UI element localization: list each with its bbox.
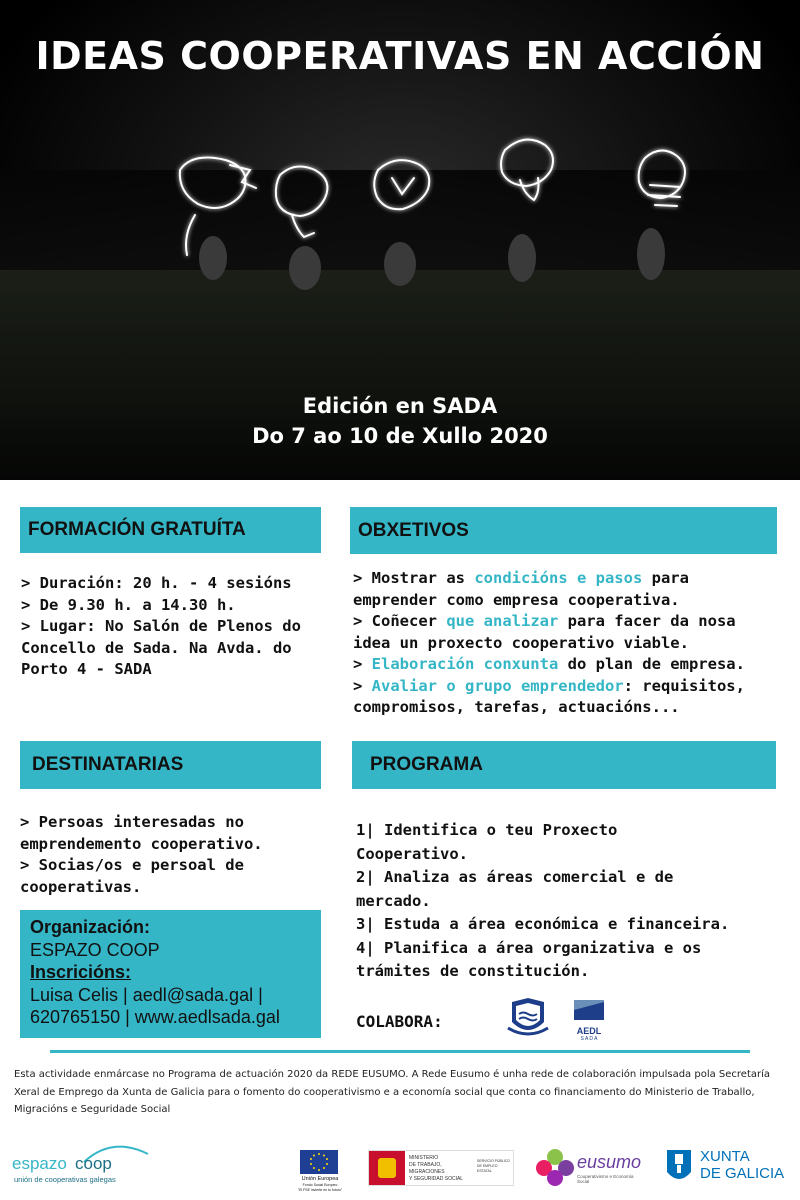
inscricions-label: Inscricións: — [30, 962, 132, 982]
aedl-mark-icon — [572, 998, 606, 1022]
sepe-text: SERVICIO PÚBLICO DE EMPLEO ESTATAL — [477, 1159, 511, 1173]
obxetivos-line — [353, 654, 793, 676]
eusumo-logo — [535, 1146, 642, 1190]
highlight-text: condicións e pasos — [474, 569, 643, 587]
formacion-heading: FORMACIÓN GRATUÍTA — [20, 507, 321, 553]
eu-label: Unión Europea — [301, 1176, 339, 1182]
organizacion-label: Organización: — [30, 917, 151, 937]
formacion-line: Concello de Sada. Na Avda. do — [21, 638, 292, 657]
programa-line: 1| Identifica o teu Proxecto — [356, 821, 618, 839]
highlight-text: que analizar — [446, 612, 559, 630]
destinatarias-line: > Socias/os e persoal de — [20, 856, 244, 874]
eusumo-flower-icon — [535, 1148, 575, 1186]
destinatarias-details — [20, 812, 330, 898]
destinatarias-line: cooperativas. — [20, 877, 142, 896]
eu-logo — [290, 1150, 350, 1196]
colabora-label: COLABORA: — [356, 1012, 443, 1031]
programa-heading: PROGRAMA — [352, 741, 776, 789]
eu-sub-label: "El FSE invierte en tu futuro" — [297, 1188, 343, 1192]
espazo-coop-subtitle: unión de cooperativas galegas — [14, 1175, 116, 1184]
footnote-text: Esta actividade enmárcase no Programa de actuación 2020 da REDE EUSUMO. A Rede Eusumo é unha rede de colaboración impulsada pola Secretaría Xeral de Emprego da Xunta de Galicia para o fomento do cooperativismo e a economía social que conta co financiamento do Ministerio de Traballo, Migracións e Seguridade Social — [14, 1069, 771, 1115]
eusumo-text: eusumo — [577, 1152, 642, 1172]
formacion-line: > De 9.30 h. a 14.30 h. — [21, 595, 236, 614]
contact-line[interactable]: Luisa Celis | aedl@sada.gal | — [30, 984, 263, 1005]
coat-shield-icon — [378, 1158, 396, 1178]
espazo-text: espazo — [12, 1154, 67, 1173]
destinatarias-heading: DESTINATARIAS — [20, 741, 321, 789]
obxetivos-heading: OBXETIVOS — [350, 507, 777, 554]
formacion-line: Porto 4 - SADA — [21, 660, 152, 678]
eu-flag-icon — [300, 1150, 338, 1174]
xunta-logo — [664, 1146, 790, 1188]
ministerio-line: Y SEGURIDAD SOCIAL — [409, 1176, 464, 1182]
programa-line: trámites de constitución. — [356, 962, 590, 980]
obxetivos-line: emprender como empresa cooperativa. — [353, 590, 680, 609]
text: para facer da nosa — [558, 612, 736, 630]
aedl-sub-text: S A D A — [580, 1036, 598, 1042]
page-title: IDEAS COOPERATIVAS EN ACCIÓN — [35, 34, 765, 78]
edition-label: Edición en SADA — [302, 394, 498, 418]
ministerio-line: MINISTERIO — [409, 1155, 439, 1161]
formacion-details — [21, 573, 331, 681]
programa-line: mercado. — [356, 891, 431, 910]
highlight-text: Avaliar o grupo emprendedor — [371, 676, 624, 695]
eu-sub-label: Fondo Social Europeo — [302, 1183, 338, 1187]
espazo-coop-logo — [12, 1140, 147, 1188]
xunta-coat-icon — [664, 1146, 694, 1186]
text: > Coñecer — [353, 612, 447, 630]
obxetivos-line — [353, 676, 793, 698]
programa-details — [356, 819, 796, 984]
obxetivos-line — [353, 568, 793, 590]
text: > — [353, 676, 372, 695]
xunta-line: DE GALICIA — [700, 1165, 785, 1182]
programa-line: 4| Planifica a área organizativa e os — [356, 938, 702, 957]
destinatarias-line: emprendemento cooperativo. — [20, 834, 263, 853]
aedl-sada-logo — [572, 998, 606, 1040]
programa-line: 2| Analiza as áreas comercial e de — [356, 868, 674, 886]
spain-coat-icon — [369, 1151, 405, 1185]
xunta-text — [700, 1148, 784, 1182]
eusumo-subtitle: Cooperativismo e Economía Social — [577, 1174, 634, 1184]
obxetivos-details — [353, 568, 793, 719]
obxetivos-line — [353, 611, 793, 633]
text: > Mostrar as — [353, 569, 475, 587]
divider — [50, 1050, 750, 1053]
destinatarias-line: > Persoas interesadas no — [20, 813, 244, 831]
hero-banner — [0, 0, 800, 480]
formacion-line: > Lugar: No Salón de Plenos do — [21, 617, 301, 635]
organizacion-name: ESPAZO COOP — [30, 939, 160, 960]
organizacion-box — [20, 910, 321, 1038]
coop-text: coop — [75, 1154, 112, 1173]
ministerio-line: DE TRABAJO, MIGRACIONES — [409, 1162, 445, 1175]
aedl-text: AEDL — [576, 1026, 602, 1036]
text: > — [353, 655, 372, 673]
ministerio-logo — [368, 1150, 514, 1186]
text: para — [642, 569, 689, 587]
sada-coat-of-arms-logo — [506, 998, 550, 1038]
formacion-line: > Duración: 20 h. - 4 sesións — [21, 574, 292, 592]
text: do plan de empresa. — [558, 655, 745, 673]
xunta-line: XUNTA — [700, 1148, 750, 1165]
obxetivos-line: idea un proxecto cooperativo viable. — [353, 633, 689, 652]
highlight-text: Elaboración conxunta — [371, 655, 559, 673]
contact-line[interactable]: 620765150 | www.aedlsada.gal — [30, 1007, 280, 1027]
text: : requisitos, — [623, 676, 745, 695]
obxetivos-line: compromisos, tarefas, actuacións... — [353, 698, 680, 716]
ministerio-text — [409, 1155, 471, 1183]
programa-line: Cooperativo. — [356, 844, 468, 863]
programa-line: 3| Estuda a área económica e financeira. — [356, 915, 730, 933]
event-dates: Do 7 ao 10 de Xullo 2020 — [252, 424, 548, 448]
